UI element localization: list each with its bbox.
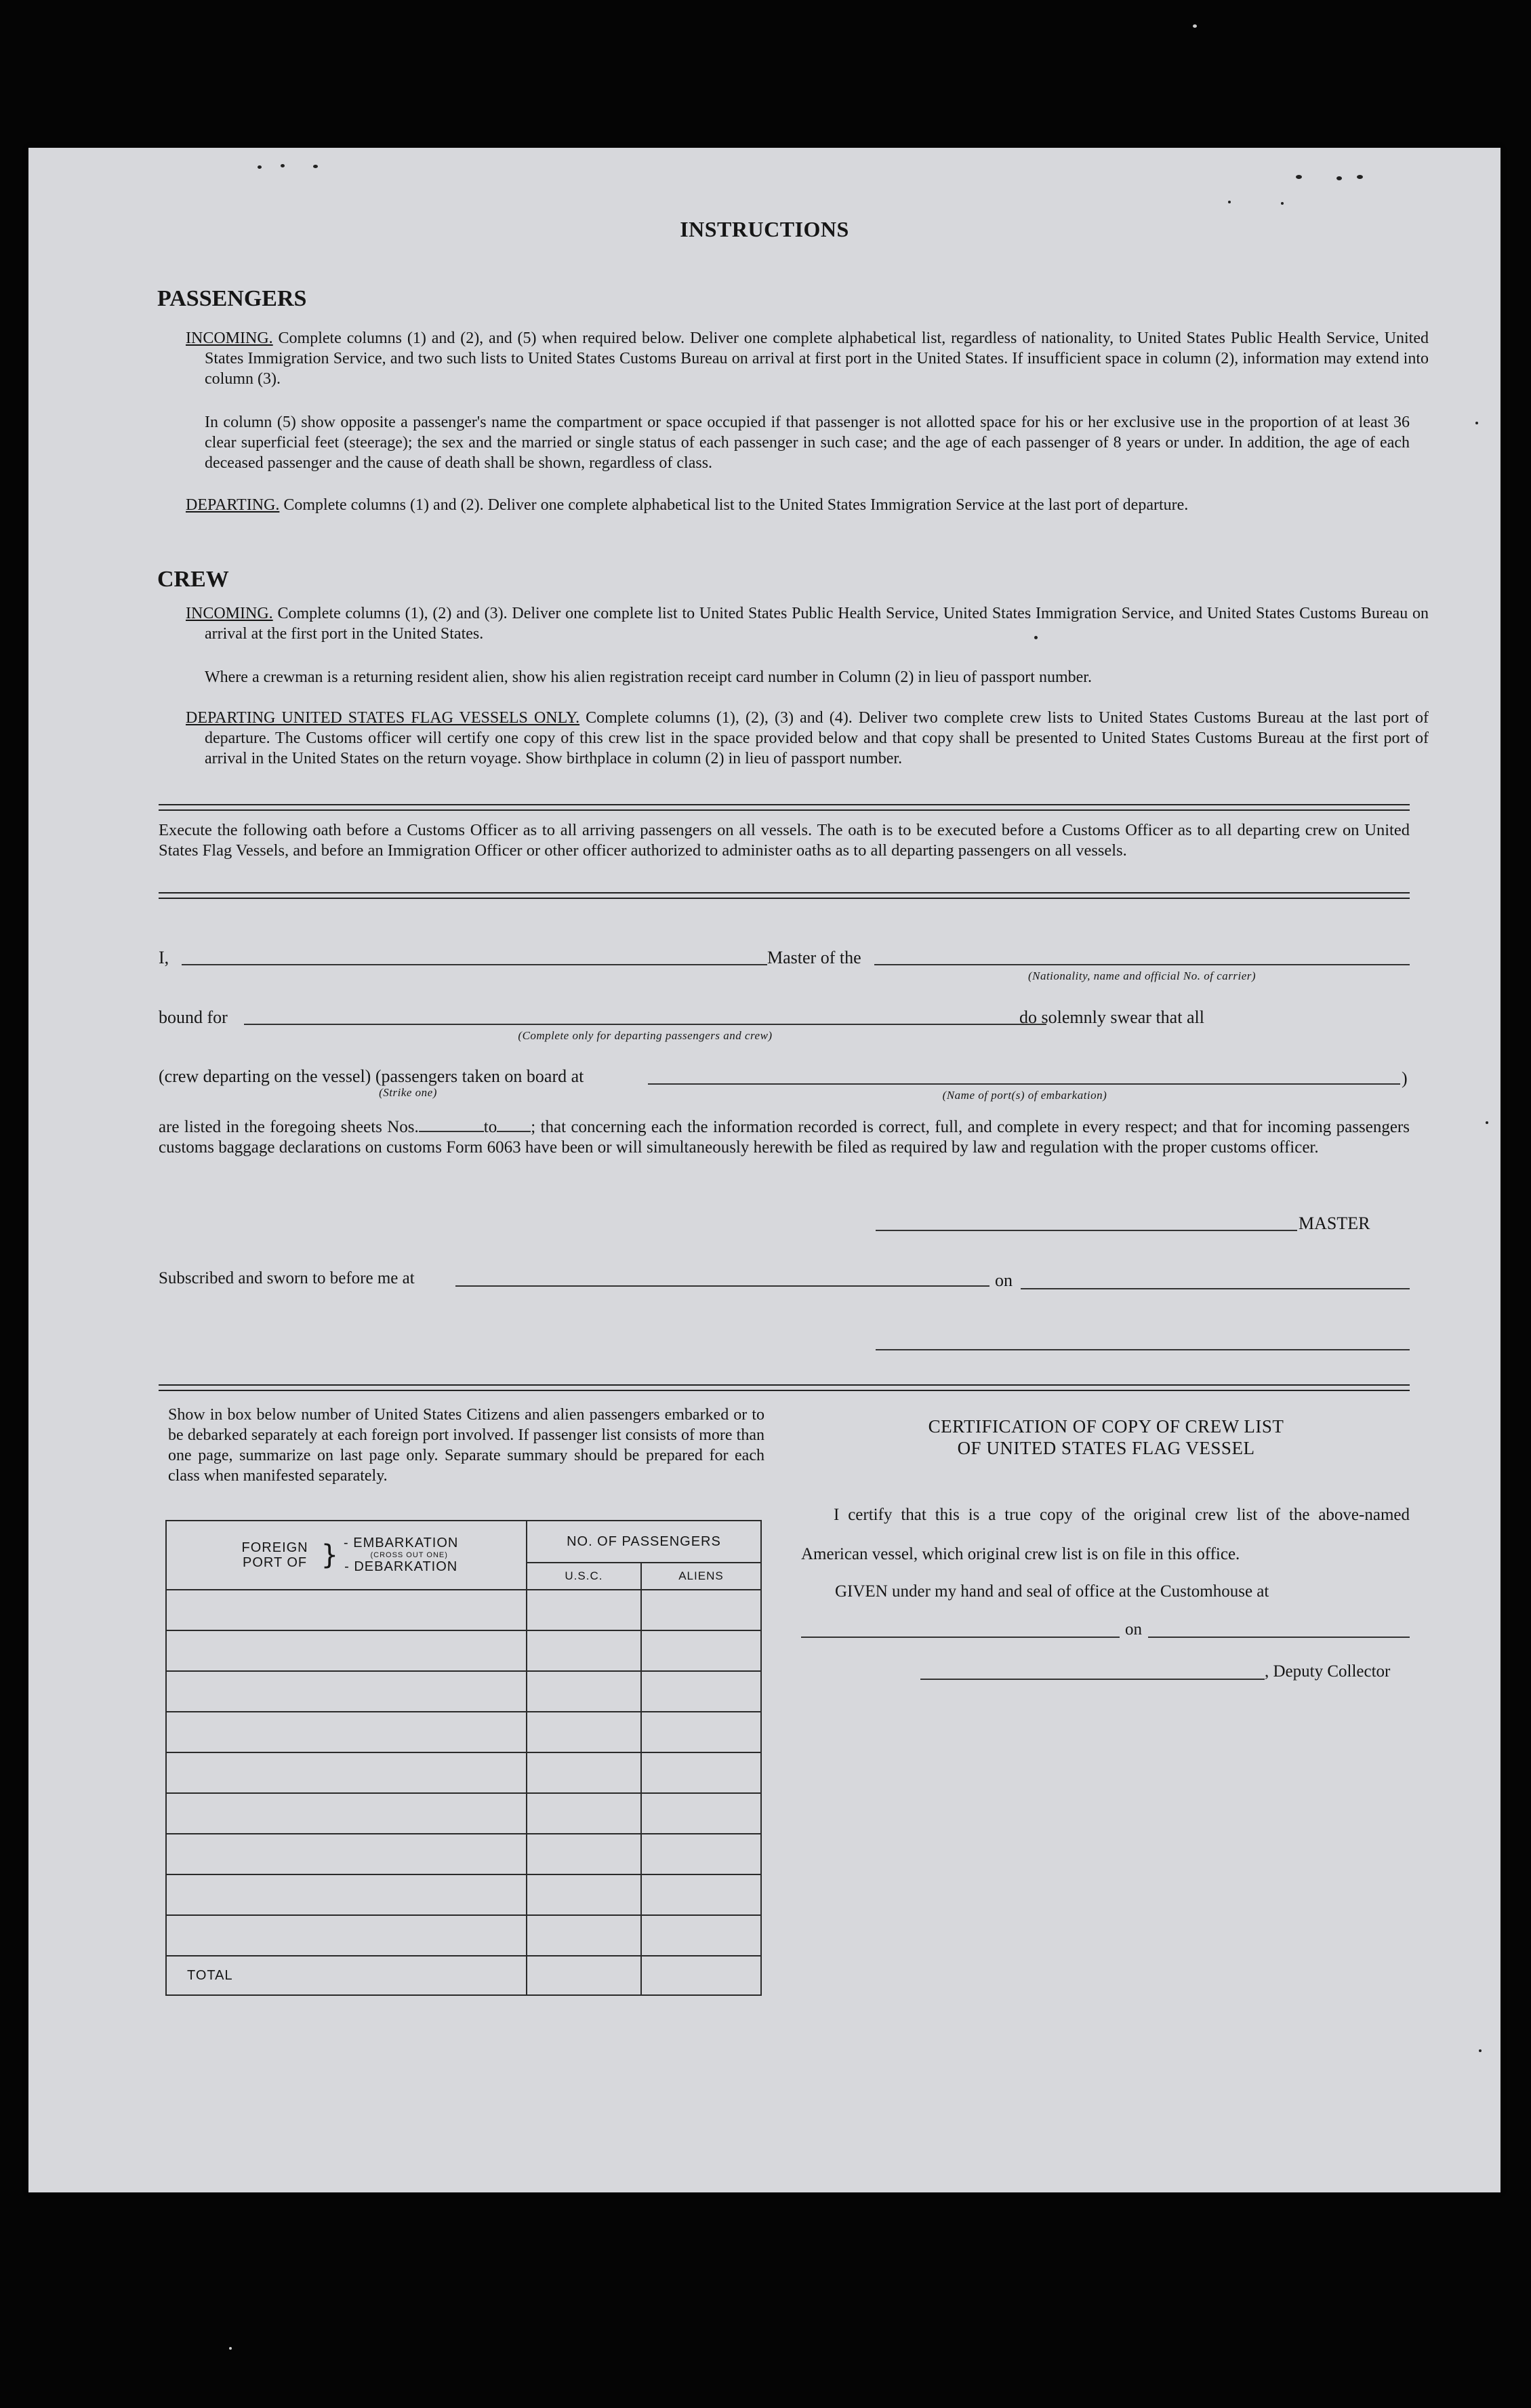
master-name-field[interactable] <box>182 964 767 965</box>
oath-i-label: I, <box>159 948 169 967</box>
debarkation-label: - DEBARKATION <box>344 1559 458 1574</box>
usc-cell[interactable] <box>527 1793 641 1834</box>
passengers-heading: PASSENGERS <box>157 286 307 311</box>
usc-header: U.S.C. <box>527 1563 641 1590</box>
passengers-incoming-text: Complete columns (1) and (2), and (5) when required below. Deliver one complete alphabetical list, regardless of nationality, to United States Public Health Service, United States Immigration Service, and two such lists to United States Customs Bureau on arrival at first port in the United States. If insufficient space in column (2), information may extend into column (3). <box>205 329 1429 388</box>
total-label: TOTAL <box>166 1956 527 1995</box>
passengers-departing-text: Complete columns (1) and (2). Deliver one complete alphabetical list to the United States Immigration Service at the last port of departure. <box>279 496 1189 514</box>
certification-title <box>801 1416 1411 1459</box>
speck <box>281 164 285 167</box>
cert-date-field[interactable] <box>1148 1637 1410 1638</box>
speck <box>1357 175 1363 179</box>
passengers-departing-label: DEPARTING. <box>186 496 280 514</box>
speck <box>1486 1121 1488 1124</box>
passengers-incoming-label: INCOMING. <box>186 329 273 347</box>
port-cell[interactable] <box>166 1915 527 1956</box>
table-row <box>166 1712 761 1752</box>
subscribed-label: Subscribed and sworn to before me at <box>159 1269 415 1287</box>
no-passengers-header: NO. OF PASSENGERS <box>527 1521 761 1563</box>
port-embarkation-field[interactable] <box>648 1083 1400 1085</box>
aliens-cell[interactable] <box>641 1874 761 1915</box>
on-label: on <box>995 1270 1013 1290</box>
aliens-cell[interactable] <box>641 1915 761 1956</box>
certification-title-line1: CERTIFICATION OF COPY OF CREW LIST <box>928 1416 1284 1437</box>
total-usc-cell[interactable] <box>527 1956 641 1995</box>
speck <box>313 165 318 168</box>
table-row <box>166 1630 761 1671</box>
table-row <box>166 1834 761 1874</box>
crew-heading: CREW <box>157 567 229 592</box>
speck <box>1228 201 1231 203</box>
bound-for-caption: (Complete only for departing passengers and crew) <box>518 1029 773 1042</box>
total-row <box>166 1956 761 1995</box>
crew-departing-label: (crew departing on the vessel) (passengers taken on board at <box>159 1066 584 1086</box>
master-label: MASTER <box>1299 1213 1370 1233</box>
given-label: GIVEN under my hand and seal of office at the Customhouse at <box>835 1582 1269 1601</box>
speck <box>1336 176 1342 180</box>
passenger-summary-table <box>165 1520 762 1996</box>
double-rule-divider <box>159 892 1410 899</box>
port-cell[interactable] <box>166 1874 527 1915</box>
usc-cell[interactable] <box>527 1590 641 1630</box>
table-row <box>166 1590 761 1630</box>
port-cell[interactable] <box>166 1834 527 1874</box>
port-cell[interactable] <box>166 1671 527 1712</box>
port-cell[interactable] <box>166 1793 527 1834</box>
double-rule-divider <box>159 1384 1410 1391</box>
aliens-cell[interactable] <box>641 1834 761 1874</box>
usc-cell[interactable] <box>527 1630 641 1671</box>
table-row <box>166 1915 761 1956</box>
deputy-collector-label: , Deputy Collector <box>1265 1662 1391 1681</box>
speck <box>1281 202 1284 205</box>
port-cell[interactable] <box>166 1712 527 1752</box>
table-row <box>166 1671 761 1712</box>
strike-one-caption: (Strike one) <box>379 1086 437 1099</box>
sheet-from-field[interactable] <box>419 1117 484 1132</box>
subscribed-date-field[interactable] <box>1021 1288 1410 1289</box>
usc-cell[interactable] <box>527 1752 641 1793</box>
speck <box>258 165 262 169</box>
speck <box>1475 422 1478 424</box>
aliens-cell[interactable] <box>641 1590 761 1630</box>
officer-signature-field[interactable] <box>876 1349 1410 1350</box>
cross-out-label: (CROSS OUT ONE) <box>370 1551 448 1559</box>
usc-cell[interactable] <box>527 1712 641 1752</box>
crew-incoming-paragraph <box>186 603 1429 644</box>
embarkation-label: - EMBARKATION <box>344 1536 459 1550</box>
total-aliens-cell[interactable] <box>641 1956 761 1995</box>
customhouse-field[interactable] <box>801 1637 1120 1638</box>
subscribed-place-field[interactable] <box>455 1285 989 1287</box>
cert-on-label: on <box>1125 1620 1142 1639</box>
usc-cell[interactable] <box>527 1874 641 1915</box>
form-page <box>28 148 1501 2192</box>
port-cell[interactable] <box>166 1752 527 1793</box>
aliens-cell[interactable] <box>641 1752 761 1793</box>
certification-title-line2: OF UNITED STATES FLAG VESSEL <box>957 1438 1255 1458</box>
crew-departing-paragraph <box>186 708 1429 769</box>
port-cell[interactable] <box>166 1590 527 1630</box>
brace-icon: } <box>321 1540 339 1571</box>
crew-departing-text: Complete columns (1), (2), (3) and (4). Deliver two complete crew lists to United States Customs Bureau at the last port of departure. The Customs officer will certify one copy of this crew list in the space provided below and that copy shall be presented to United States Customs Bureau at the first port of arrival in the United States on the return voyage. Show birthplace in column (2) in lieu of passport number. <box>205 709 1429 767</box>
listed-text-2: ; that concerning each the information recorded is correct, full, and complete in every respect; and that for incoming passengers customs baggage declarations on customs Form 6063 have been or will simultaneously herewith be filed as required by law and regulation with the proper customs officer. <box>159 1118 1410 1157</box>
instructions-title: INSTRUCTIONS <box>680 217 849 241</box>
listed-to: to <box>483 1118 497 1136</box>
deputy-signature-field[interactable] <box>920 1679 1265 1680</box>
oath-instruction-paragraph: Execute the following oath before a Customs Officer as to all arriving passengers on all vessels. The oath is to be executed before a Customs Officer as to all departing crew on United States Flag Vessels, and before an Immigration Officer or other officer authorized to administer oaths as to all departing passengers on all vessels. <box>159 821 1410 860</box>
passengers-column5-paragraph: In column (5) show opposite a passenger's name the compartment or space occupied if that passenger is not allotted space for his or her exclusive use in the proportion of at least 36 clear superficial feet (steerage); the sex and the married or single status of each passenger in such case; and the age of each passenger of 8 years or under. In addition, the age of each deceased passenger and the cause of death shall be shown, regardless of class. <box>205 414 1410 472</box>
crew-incoming-text: Complete columns (1), (2) and (3). Deliver one complete list to United States Public Health Service, United States Immigration Service, and United States Customs Bureau on arrival at the first port in the United States. <box>205 605 1429 643</box>
listed-text-1: are listed in the foregoing sheets Nos. <box>159 1118 419 1136</box>
usc-cell[interactable] <box>527 1915 641 1956</box>
usc-cell[interactable] <box>527 1671 641 1712</box>
master-signature-field[interactable] <box>876 1230 1297 1231</box>
aliens-cell[interactable] <box>641 1793 761 1834</box>
table-row <box>166 1874 761 1915</box>
scan-speck <box>229 2347 232 2350</box>
speck <box>1479 2049 1482 2052</box>
aliens-cell[interactable] <box>641 1671 761 1712</box>
summary-instructions: Show in box below number of United States Citizens and alien passengers embarked or to be debarked separately at each foreign port involved. If passenger list consists of more than one page, summarize on last page only. Separate summary should be prepared for each class when manifested separately. <box>168 1406 764 1485</box>
sheet-to-field[interactable] <box>497 1117 531 1132</box>
table-row <box>166 1752 761 1793</box>
carrier-caption: (Nationality, name and official No. of carrier) <box>1027 969 1257 982</box>
foreign-port-label: FOREIGN PORT OF <box>241 1540 308 1570</box>
crew-crewman-paragraph: Where a crewman is a returning resident alien, show his alien registration receipt card number in Column (2) in lieu of passport number. <box>205 668 1092 686</box>
carrier-field[interactable] <box>874 964 1410 965</box>
crew-incoming-label: INCOMING. <box>186 605 273 622</box>
scan-speck <box>1193 24 1197 28</box>
aliens-cell[interactable] <box>641 1712 761 1752</box>
speck <box>1296 175 1302 179</box>
port-caption: (Name of port(s) of embarkation) <box>942 1089 1107 1102</box>
port-cell[interactable] <box>166 1630 527 1671</box>
bound-for-field[interactable] <box>244 1024 1046 1025</box>
bound-for-label: bound for <box>159 1007 228 1027</box>
table-row <box>166 1793 761 1834</box>
aliens-cell[interactable] <box>641 1630 761 1671</box>
passengers-departing-paragraph <box>186 495 1429 515</box>
listed-paragraph <box>159 1117 1410 1158</box>
close-paren: ) <box>1402 1068 1408 1088</box>
foreign-port-header <box>166 1521 527 1590</box>
double-rule-divider <box>159 804 1410 811</box>
certify-paragraph: I certify that this is a true copy of the original crew list of the above-named American vessel, which original crew list is on file in this office. <box>801 1506 1410 1563</box>
crew-departing-label: DEPARTING UNITED STATES FLAG VESSELS ONLY. <box>186 709 580 727</box>
usc-cell[interactable] <box>527 1834 641 1874</box>
master-of-the-label: Master of the <box>767 948 861 967</box>
aliens-header: ALIENS <box>641 1563 761 1590</box>
swear-label: do solemnly swear that all <box>1019 1007 1204 1027</box>
passengers-incoming-paragraph <box>186 328 1429 389</box>
